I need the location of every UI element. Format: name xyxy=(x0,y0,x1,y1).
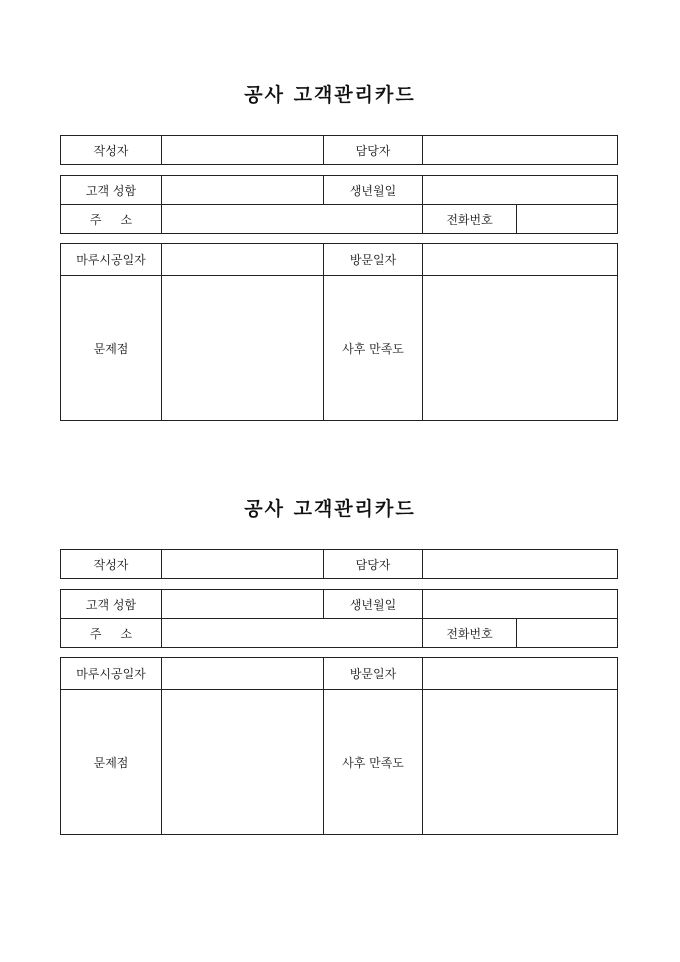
writer-field[interactable] xyxy=(162,136,324,165)
writer-table xyxy=(60,549,618,579)
visit-date-field[interactable] xyxy=(423,244,618,276)
birth-field[interactable] xyxy=(423,176,618,205)
birth-field[interactable] xyxy=(423,590,618,619)
customer-table xyxy=(60,589,618,648)
visit-date-label: 방문일자 xyxy=(324,244,423,276)
phone-label: 전화번호 xyxy=(423,205,517,234)
customer-table xyxy=(60,175,618,234)
writer-field[interactable] xyxy=(162,550,324,579)
phone-field[interactable] xyxy=(517,205,618,234)
customer-name-field[interactable] xyxy=(162,590,324,619)
writer-table xyxy=(60,135,618,165)
satisfaction-field[interactable] xyxy=(423,690,618,835)
address-field[interactable] xyxy=(162,619,423,648)
card-title: 공사 고객관리카드 xyxy=(244,84,416,106)
writer-label: 작성자 xyxy=(61,136,162,165)
manager-field[interactable] xyxy=(423,136,618,165)
address-field[interactable] xyxy=(162,205,423,234)
problem-field[interactable] xyxy=(162,690,324,835)
phone-label: 전화번호 xyxy=(423,619,517,648)
birth-label: 생년월일 xyxy=(324,590,423,619)
phone-field[interactable] xyxy=(517,619,618,648)
problem-label: 문제점 xyxy=(61,276,162,421)
manager-label: 담당자 xyxy=(324,136,423,165)
satisfaction-label: 사후 만족도 xyxy=(324,690,423,835)
visit-date-label: 방문일자 xyxy=(324,658,423,690)
manager-field[interactable] xyxy=(423,550,618,579)
customer-name-field[interactable] xyxy=(162,176,324,205)
satisfaction-label: 사후 만족도 xyxy=(324,276,423,421)
satisfaction-field[interactable] xyxy=(423,276,618,421)
problem-label: 문제점 xyxy=(61,690,162,835)
service-table xyxy=(60,243,618,421)
visit-date-field[interactable] xyxy=(423,658,618,690)
address-label: 주 소 xyxy=(61,619,162,648)
finish-date-label: 마루시공일자 xyxy=(61,658,162,690)
writer-label: 작성자 xyxy=(61,550,162,579)
manager-label: 담당자 xyxy=(324,550,423,579)
customer-name-label: 고객 성함 xyxy=(61,176,162,205)
birth-label: 생년월일 xyxy=(324,176,423,205)
service-table xyxy=(60,657,618,835)
card-title: 공사 고객관리카드 xyxy=(244,498,416,520)
finish-date-label: 마루시공일자 xyxy=(61,244,162,276)
address-label: 주 소 xyxy=(61,205,162,234)
finish-date-field[interactable] xyxy=(162,244,324,276)
finish-date-field[interactable] xyxy=(162,658,324,690)
customer-name-label: 고객 성함 xyxy=(61,590,162,619)
problem-field[interactable] xyxy=(162,276,324,421)
